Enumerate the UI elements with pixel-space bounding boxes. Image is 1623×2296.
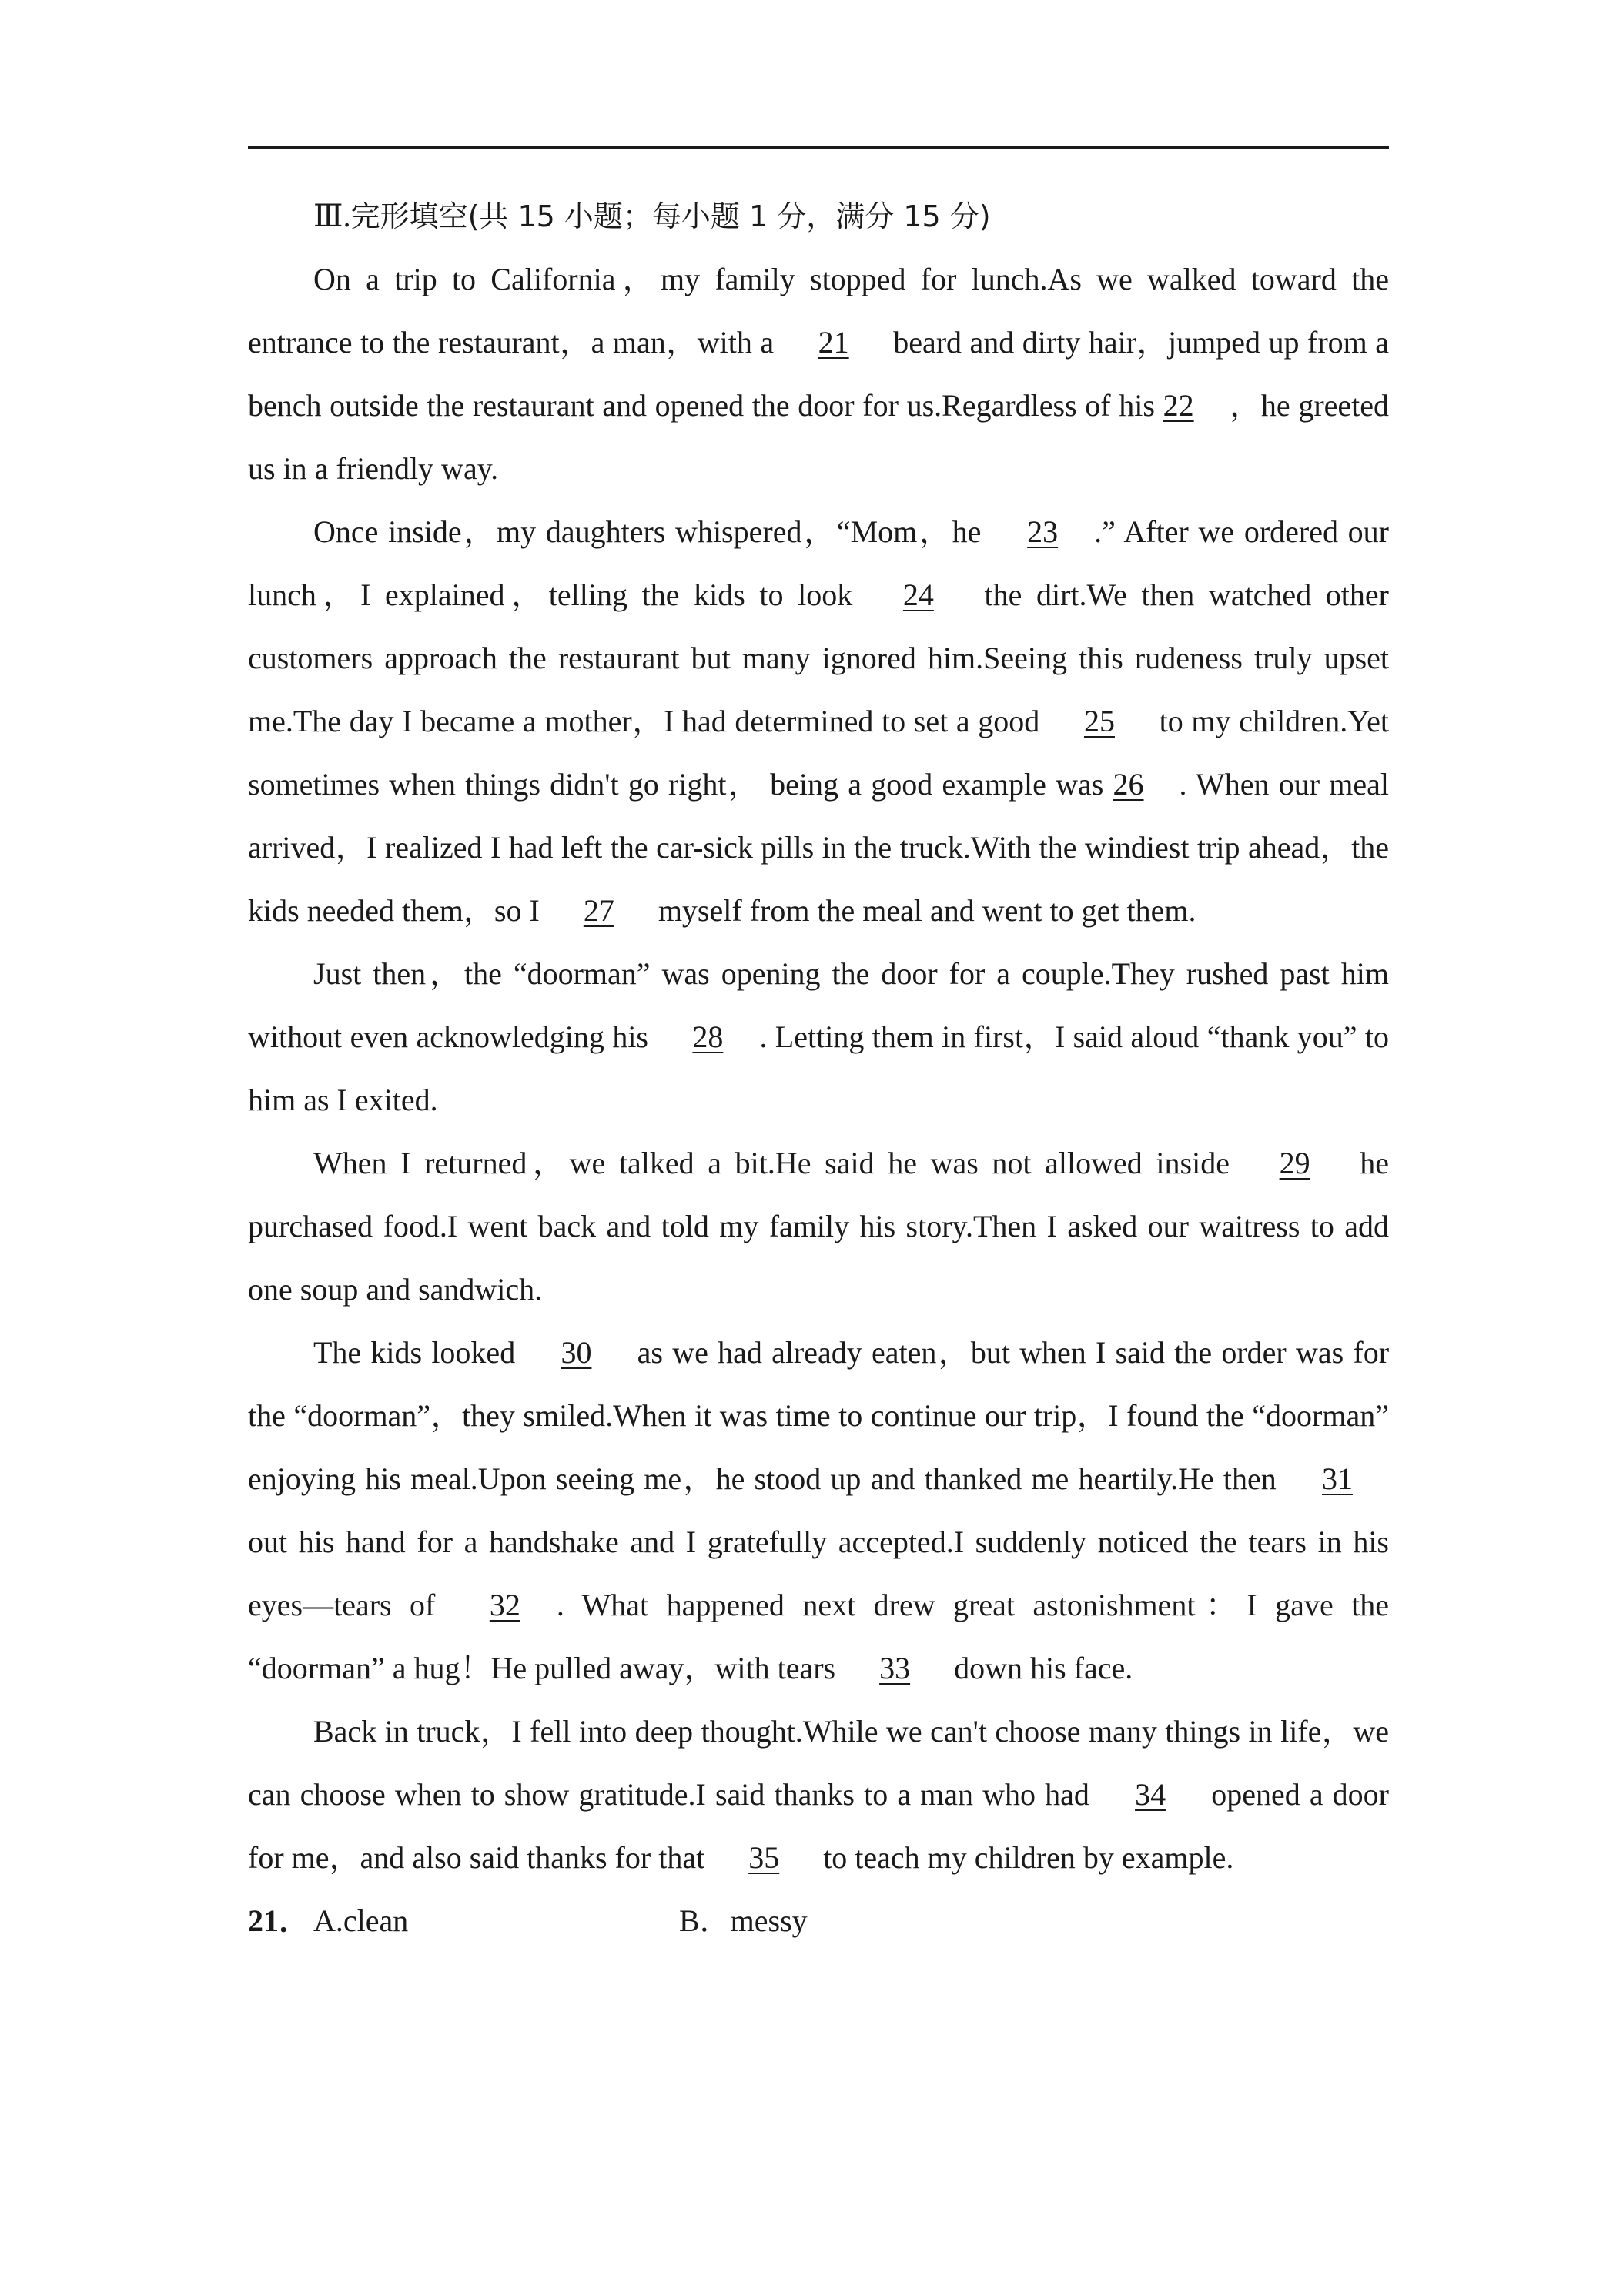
passage-text: Just then，the “doorman” was opening the door for a couple.They rushed past him without even acknowledging his [248, 956, 1389, 1054]
blank-21: 21 [818, 325, 849, 360]
blank-22: 22 [1163, 388, 1194, 423]
paragraph-4 [248, 1132, 1389, 1321]
blank-33: 33 [879, 1651, 911, 1685]
paragraph-6 [248, 1700, 1389, 1889]
passage-text: opened a door for me，and also said thanks for that [248, 1777, 1390, 1875]
passage-text: . Letting them in first，I said aloud “thank you” to him as I exited. [248, 1019, 1389, 1117]
blank-26: 26 [1113, 767, 1144, 802]
section-note: (共 15 小题；每小题 1 分，满分 15 分) [467, 199, 991, 233]
blank-28: 28 [692, 1019, 724, 1054]
passage-text: .” After we ordered our lunch，I explained，telling the kids to look [248, 514, 1389, 612]
passage-text: out his hand for a handshake and I gratefully accepted.I suddenly noticed the tears in his eyes—tears of [248, 1525, 1389, 1622]
passage-text: ，he greeted us in a friendly way. [248, 388, 1390, 486]
passage-text: Once inside，my daughters whispered，“Mom，he [313, 514, 982, 549]
document-body [248, 185, 1389, 1953]
blank-32: 32 [489, 1588, 520, 1622]
passage-text: The kids looked [313, 1335, 516, 1370]
passage-text: When I returned，we talked a bit.He said he was not allowed inside [313, 1146, 1230, 1180]
passage-text: . What happened next drew great astonishment：I gave the “doorman” a hug！He pulled away，with tears [248, 1588, 1390, 1685]
passage-text: down his face. [954, 1651, 1133, 1685]
header-rule [248, 146, 1389, 149]
section-heading [248, 185, 1389, 248]
passage-text: myself from the meal and went to get them. [658, 893, 1196, 928]
blank-35: 35 [748, 1840, 780, 1875]
passage-text: to teach my children by example. [823, 1840, 1234, 1875]
passage-text: On a trip to California，my family stopped for lunch.As we walked toward the entrance to the restaurant，a man，with a [248, 262, 1389, 360]
section-title: 完形填空 [350, 199, 468, 233]
paragraph-5 [248, 1321, 1389, 1700]
passage-text: as we had already eaten，but when I said the order was for the “doorman”，they smiled.When it was time to continue our trip，I found the “doorman” enjoying his meal.Upon seeing me，he stood up and thanked me heartily.He then [248, 1335, 1390, 1496]
passage-text: beard and dirty hair，jumped up from a bench outside the restaurant and opened the door for us.Regardless of his [248, 325, 1390, 423]
passage-text: . When our meal arrived，I realized I had left the car-sick pills in the truck.With the windiest trip ahead，the kids needed them，so I [248, 767, 1390, 928]
question-number: 21． [248, 1903, 310, 1938]
blank-34: 34 [1135, 1777, 1166, 1812]
blank-24: 24 [902, 577, 934, 612]
option-b: B．messy [679, 1903, 808, 1938]
paragraph-2 [248, 500, 1389, 942]
passage-text: to my children.Yet sometimes when things didn't go right， being a good example was [248, 704, 1390, 802]
section-roman: Ⅲ. [313, 199, 351, 233]
blank-31: 31 [1322, 1461, 1354, 1496]
passage-text: the dirt.We then watched other customers approach the restaurant but many ignored him.Seeing this rudeness truly upset me.The day I became a mother，I had determined to set a good [248, 577, 1389, 738]
blank-29: 29 [1279, 1146, 1310, 1180]
passage-text: he purchased food.I went back and told my family his story.Then I asked our waitress to add one soup and sandwich. [248, 1146, 1390, 1307]
passage-text: Back in truck，I fell into deep thought.While we can't choose many things in life，we can choose when to show gratitude.I said thanks to a man who had [248, 1714, 1389, 1812]
blank-23: 23 [1027, 514, 1059, 549]
blank-27: 27 [583, 893, 614, 928]
option-a: A.clean [313, 1903, 409, 1938]
question-21-options [248, 1889, 1389, 1953]
blank-25: 25 [1083, 704, 1115, 738]
paragraph-1 [248, 248, 1389, 500]
blank-30: 30 [561, 1335, 592, 1370]
paragraph-3 [248, 942, 1389, 1132]
